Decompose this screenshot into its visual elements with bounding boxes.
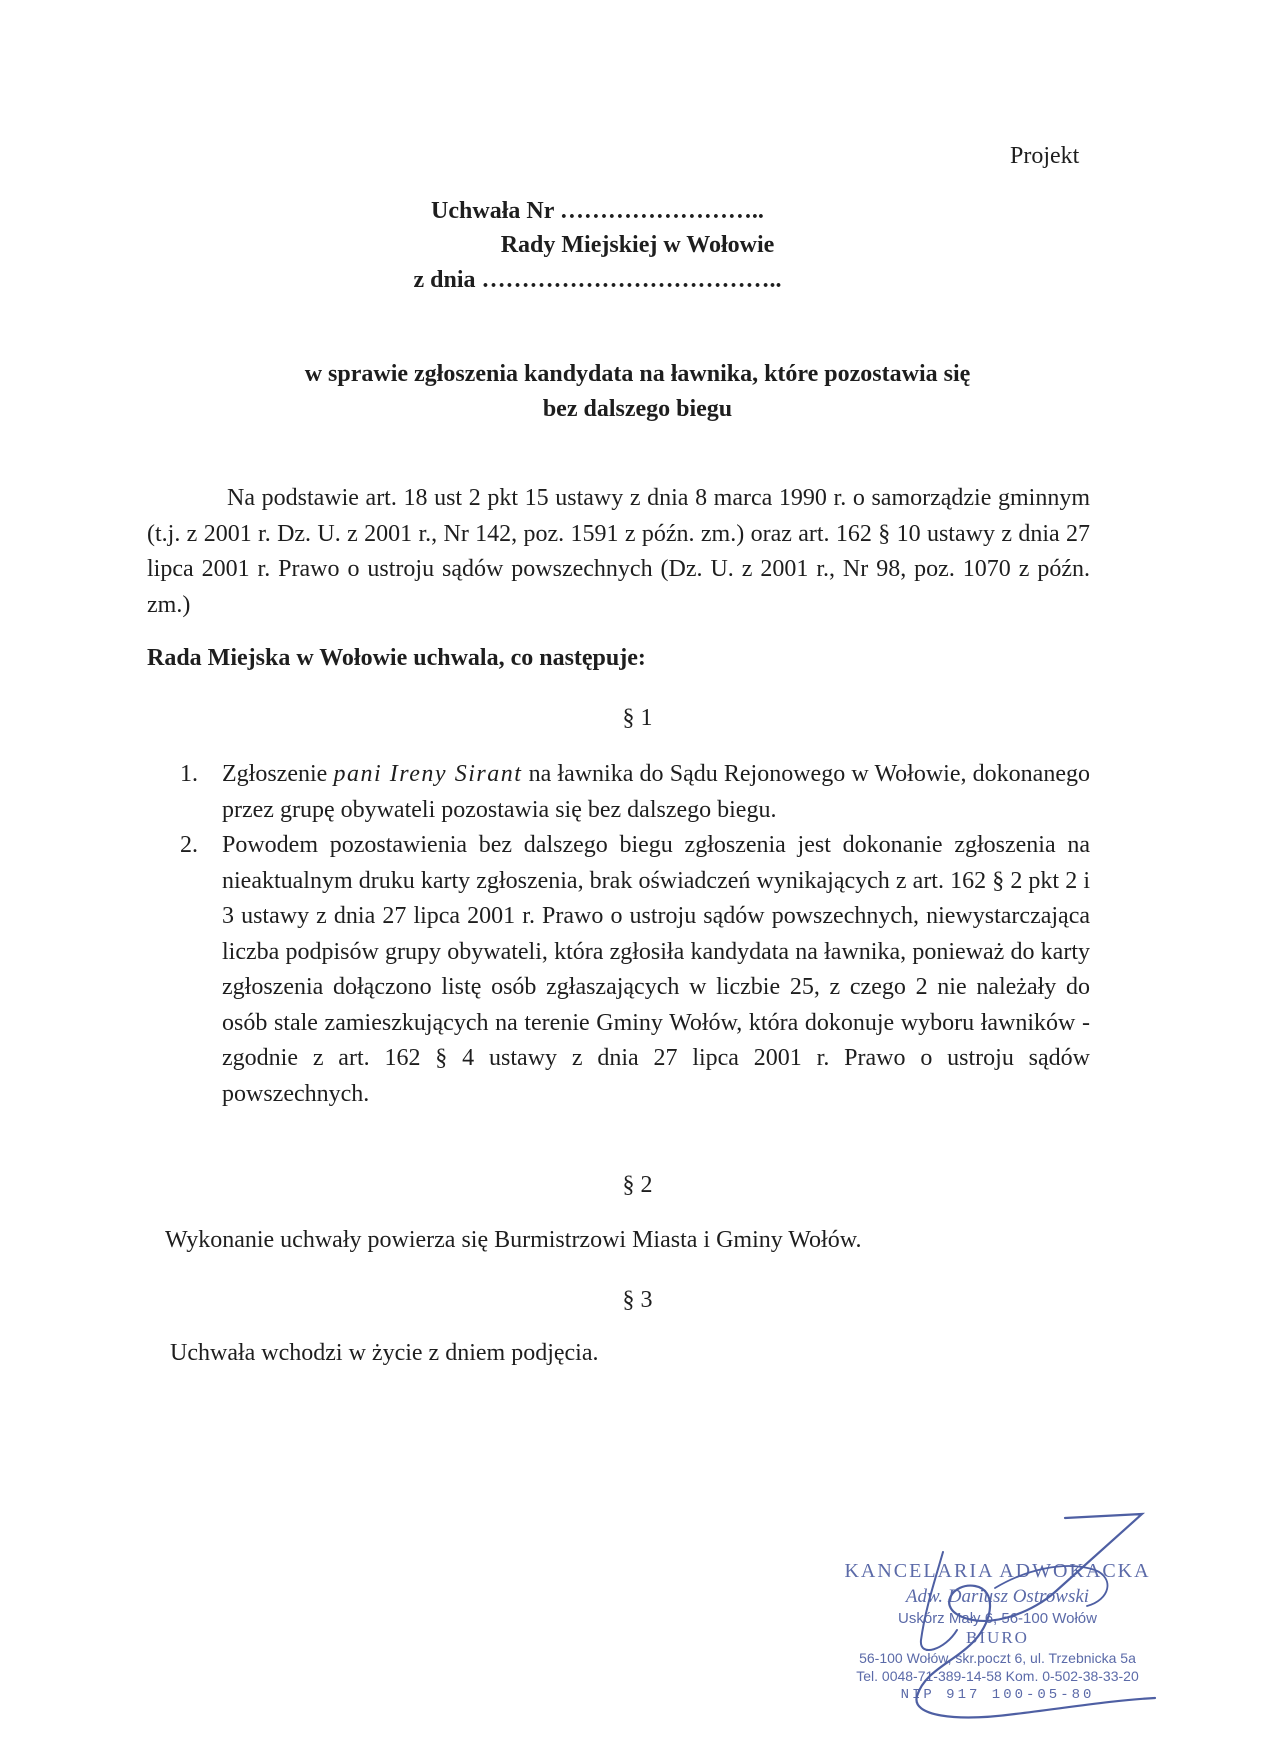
resolves-statement: Rada Miejska w Wołowie uchwala, co następuje:: [147, 645, 646, 671]
stamp-line-4: BIURO: [966, 1628, 1029, 1647]
stamp-line-2: Adw. Dariusz Ostrowski: [905, 1586, 1090, 1607]
section-2-heading: § 2: [622, 1172, 653, 1198]
resolution-subject: [0, 357, 1275, 427]
list-item: [180, 828, 1090, 1112]
section-1-points: [180, 757, 1090, 1112]
legal-basis-paragraph: Na podstawie art. 18 ust 2 pkt 15 ustawy z dnia 8 marca 1990 r. o samorządzie gminnym (t.j. z 2001 r. Dz. U. z 2001 r., Nr 142, poz. 1591 z późn. zm.) oraz art. 162 § 10 ustawy z dnia 27 lipca 2001 r. Prawo o ustroju sądów powszechnych (Dz. U. z 2001 r., Nr 98, poz. 1070 z późn. zm.): [147, 485, 1090, 618]
resolution-number: Uchwała Nr ……………………..: [431, 198, 764, 224]
stamp-line-7: NIP 917 100-05-80: [900, 1687, 1095, 1703]
stamp-line-3: Uskórz Mały 6, 56-100 Wołów: [898, 1610, 1097, 1627]
point-text-after: na ławnika do Sądu Rejonowego w Wołowie, dokonanego przez grupę obywateli pozostawia się bez dalszego biegu.: [222, 761, 1090, 823]
point-text: Powodem pozostawienia bez dalszego biegu zgłoszenia jest dokonanie zgłoszenia na nieaktualnym druku karty zgłoszenia, brak oświadczeń wynikających z art. 162 § 2 pkt 2 i 3 ustawy z dnia 27 lipca 2001 r. Prawo o ustroju sądów powszechnych, niewystarczająca liczba podpisów grupy obywateli, która zgłosiła kandydata na ławnika, ponieważ do karty zgłoszenia dołączono listę osób zgłaszających w liczbie 25, z czego 2 nie należały do osób stale zamieszkujących na terenie Gminy Wołów, która dokonuje wyboru ławników - zgodnie z art. 162 § 4 ustawy z dnia 27 lipca 2001 r. Prawo o ustroju sądów powszechnych.: [222, 832, 1090, 1107]
council-name: Rady Miejskiej w Wołowie: [500, 232, 775, 258]
resolution-date: z dnia ………………………………..: [413, 267, 782, 293]
subject-line-1: w sprawie zgłoszenia kandydata na ławnika, które pozostawia się: [304, 361, 971, 387]
section-3-heading: § 3: [622, 1287, 653, 1313]
section-2-text: Wykonanie uchwały powierza się Burmistrzowi Miasta i Gminy Wołów.: [165, 1227, 862, 1253]
candidate-name: pani Ireny Sirant: [333, 761, 523, 787]
point-number: 1.: [180, 761, 198, 787]
handwritten-signature: [825, 1500, 1170, 1730]
law-office-stamp: [825, 1500, 1170, 1730]
point-number: 2.: [180, 832, 198, 858]
section-1-heading: § 1: [622, 705, 653, 731]
projekt-label: Projekt: [1010, 143, 1080, 169]
subject-line-2: bez dalszego biegu: [542, 396, 733, 422]
stamp-line-6: Tel. 0048-71-389-14-58 Kom. 0-502-38-33-20: [856, 1668, 1139, 1684]
stamp-line-5: 56-100 Wołów, skr.poczt 6, ul. Trzebnicka 5a: [859, 1650, 1136, 1666]
point-text-before: Zgłoszenie: [222, 761, 334, 787]
list-item: [180, 757, 1090, 828]
section-3-text: Uchwała wchodzi w życie z dniem podjęcia.: [170, 1340, 599, 1366]
stamp-line-1: KANCELARIA ADWOKACKA: [844, 1560, 1151, 1582]
